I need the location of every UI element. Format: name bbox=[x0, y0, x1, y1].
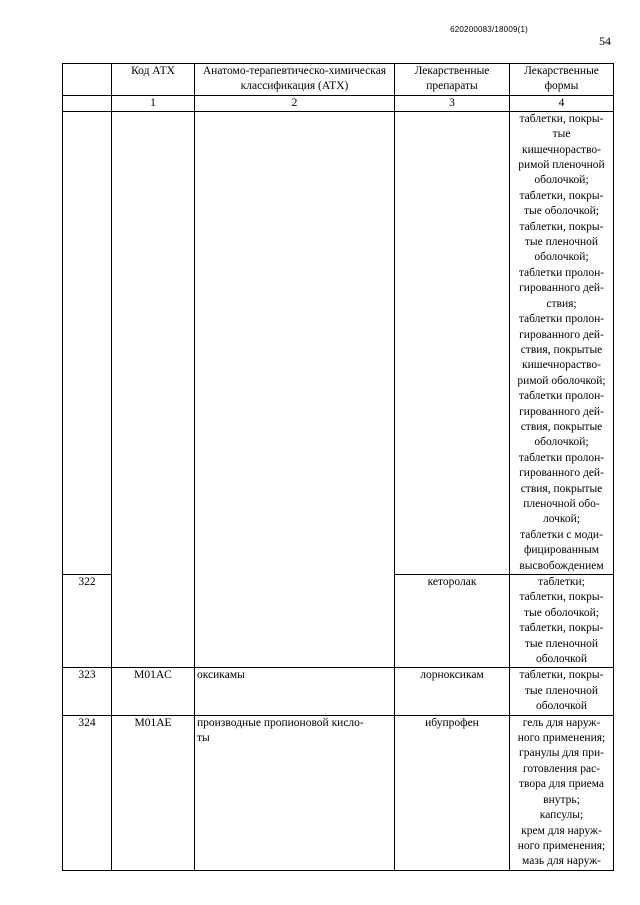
row-number-cell: 323 bbox=[63, 668, 112, 715]
drug-cell: кеторолак bbox=[395, 575, 510, 668]
table-header-row bbox=[63, 64, 614, 96]
header-cell-classification: Анатомо-терапевтическо-химическая классификация (АТХ) bbox=[195, 64, 395, 96]
drug-cell: ибупрофен bbox=[395, 715, 510, 870]
classification-cell: оксикамы bbox=[195, 668, 395, 715]
table-row bbox=[63, 715, 614, 870]
table-row bbox=[63, 668, 614, 715]
drug-classification-table bbox=[62, 63, 614, 871]
classification-cell bbox=[195, 111, 395, 668]
row-number-cell: 322 bbox=[63, 575, 112, 668]
classification-cell: производные пропионовой кисло- ты bbox=[195, 715, 395, 870]
header-cell-code: Код АТХ bbox=[112, 64, 195, 96]
atc-code-cell: M01AE bbox=[112, 715, 195, 870]
row-number-cell bbox=[63, 111, 112, 574]
header-cell-forms: Лекарственные формы bbox=[510, 64, 614, 96]
column-number-row bbox=[63, 95, 614, 111]
column-number: 1 bbox=[112, 95, 195, 111]
header-cell-num bbox=[63, 64, 112, 96]
drug-cell: лорноксикам bbox=[395, 668, 510, 715]
document-id: 620200083/18009(1) bbox=[450, 25, 528, 34]
atc-code-cell bbox=[112, 111, 195, 668]
forms-cell: таблетки; таблетки, покры- тые оболочкой; таблетки, покры- тые пленочной оболочкой bbox=[510, 575, 614, 668]
column-number: 4 bbox=[510, 95, 614, 111]
page-number: 54 bbox=[599, 34, 611, 48]
column-number: 2 bbox=[195, 95, 395, 111]
table-row-continued bbox=[63, 111, 614, 574]
atc-code-cell: M01AC bbox=[112, 668, 195, 715]
column-number: 3 bbox=[395, 95, 510, 111]
forms-cell: таблетки, покры- тые пленочной оболочкой bbox=[510, 668, 614, 715]
header-cell-drugs: Лекарственные препараты bbox=[395, 64, 510, 96]
forms-cell: гель для наруж- ного применения; гранулы для при- готовления рас- твора для приема внутрь; капсулы; крем для наруж- ного применения; мазь для наруж- bbox=[510, 715, 614, 870]
row-number-cell: 324 bbox=[63, 715, 112, 870]
drug-cell bbox=[395, 111, 510, 574]
forms-cell: таблетки, покры- тые кишечнораство- римой пленочной оболочкой; таблетки, покры- тые оболочкой; таблетки, покры- тые пленочной оболочкой; таблетки пролон- гированного дей- ствия; таблетки пролон- гированного дей- ствия, покрытые кишечнораство- римой оболочкой; таблетки пролон- гированного дей- ствия, покрытые оболочкой; таблетки пролон- гированного дей- ствия, покрытые пленочной обо- лочкой; таблетки с моди- фицированным высвобождением bbox=[510, 111, 614, 574]
column-number bbox=[63, 95, 112, 111]
